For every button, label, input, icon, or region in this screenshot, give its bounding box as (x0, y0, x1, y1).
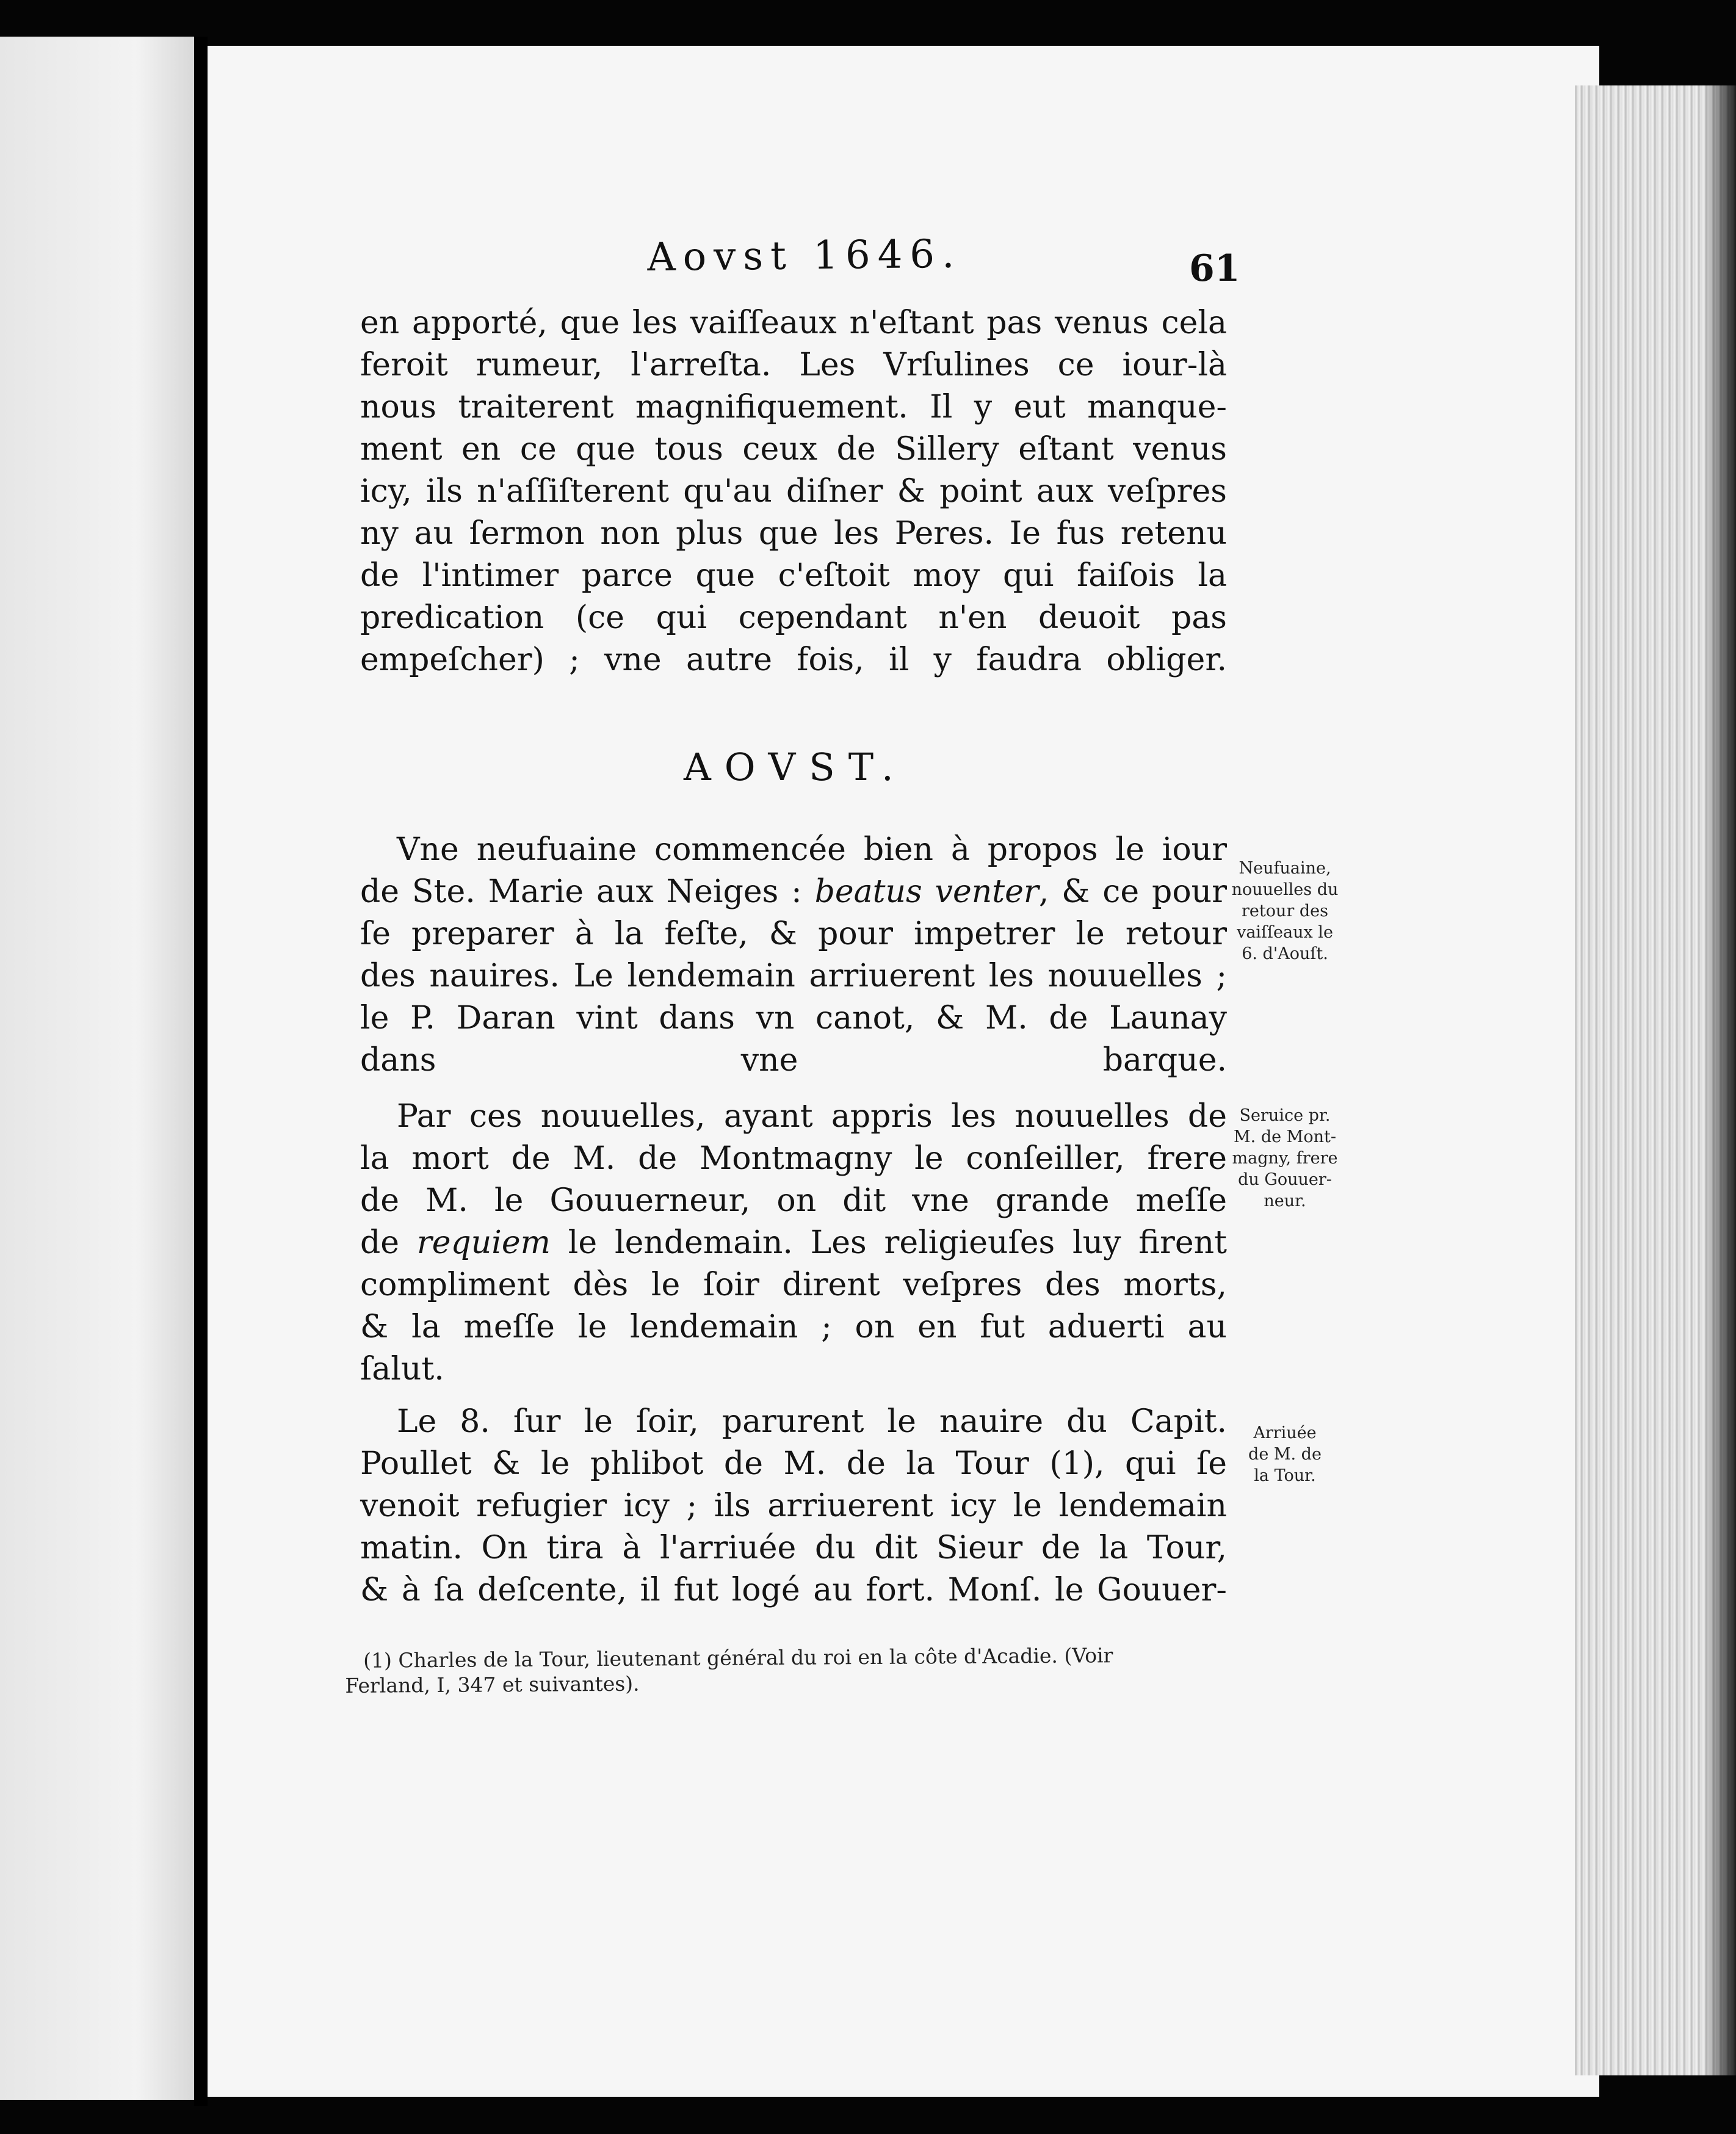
text-line: de l'intimer parce que c'eſtoit moy qui faiſois la (360, 557, 1227, 594)
text-line (360, 1222, 1227, 1264)
margin-note-line: neur. (1264, 1192, 1306, 1210)
text-line: venoit refugier icy ; ils arriuerent icy le lendemain (360, 1488, 1227, 1524)
margin-note-line: de M. de (1248, 1445, 1322, 1464)
text-line: Le 8. ſur le ſoir, parurent le nauire du Capit. (397, 1403, 1227, 1440)
margin-note-neufuaine (1212, 858, 1358, 964)
footnote-line: (1) Charles de la Tour, lieutenant général du roi en la côte d'Acadie. (Voir (363, 1643, 1113, 1673)
page-number: 61 (1189, 247, 1240, 290)
text-line: icy, ils n'aſſiſterent qu'au diſner & point aux veſpres (360, 473, 1227, 510)
margin-note-seruice (1212, 1105, 1358, 1212)
text-line (360, 871, 1227, 913)
section-title: AOVST. (684, 745, 907, 789)
margin-note-line: du Gouuer- (1238, 1170, 1332, 1189)
text-line: nous traiterent magnifiquement. Il y eut manque- (360, 389, 1227, 425)
text-line: Poullet & le phlibot de M. de la Tour (1), qui ſe (360, 1445, 1227, 1482)
text-segment: de (360, 1224, 400, 1261)
paragraph-3 (360, 1401, 1227, 1611)
text-line: compliment dès le ſoir dirent veſpres des morts, (360, 1267, 1227, 1303)
text-line: predication (ce qui cependant n'en deuoit pas (360, 599, 1227, 636)
margin-note-arriuee (1212, 1422, 1358, 1486)
text-segment: le lendemain. Les religieuſes luy firent (568, 1224, 1228, 1261)
text-line: Vne neufuaine commencée bien à propos le iour (397, 831, 1227, 868)
margin-note-line: M. de Mont- (1234, 1127, 1336, 1146)
text-segment: , & ce pour (1038, 873, 1227, 910)
text-line: ment en ce que tous ceux de Sillery eſtant venus (360, 431, 1227, 468)
book-gutter (194, 37, 208, 2106)
text-line: & à ſa deſcente, il fut logé au fort. Monſ. le Gouuer- (360, 1572, 1227, 1608)
margin-note-line: nouuelles du (1231, 880, 1339, 899)
text-line: dans vne barque. (360, 1042, 1227, 1079)
margin-note-line: la Tour. (1254, 1466, 1316, 1485)
paragraph-1 (360, 829, 1227, 1082)
text-segment: de Ste. Marie aux Neiges : (360, 873, 802, 910)
page-stack-shadow (1703, 85, 1736, 2075)
text-line: des nauires. Le lendemain arriuerent les nouuelles ; (360, 958, 1227, 994)
paragraph-top (360, 302, 1227, 681)
text-line: Par ces nouuelles, ayant appris les nouuelles de (397, 1098, 1227, 1135)
paragraph-2 (360, 1096, 1227, 1391)
text-line: matin. On tira à l'arriuée du dit Sieur de la Tour, (360, 1530, 1227, 1566)
text-line: en apporté, que les vaiſſeaux n'eſtant pas venus cela (360, 305, 1227, 341)
running-title: Aovst 1646. (647, 231, 962, 280)
margin-note-line: retour des (1242, 902, 1328, 921)
text-line: de M. le Gouuerneur, on dit vne grande meſſe (360, 1182, 1227, 1219)
margin-note-line: Seruice pr. (1239, 1106, 1331, 1125)
text-line: ſe preparer à la feſte, & pour impetrer le retour (360, 916, 1227, 952)
text-line: empeſcher) ; vne autre fois, il y faudra obliger. (360, 642, 1227, 678)
latin-phrase: beatus venter (814, 873, 1039, 910)
text-line: ny au ſermon non plus que les Peres. Ie fus retenu (360, 515, 1227, 552)
latin-word: requiem (416, 1224, 551, 1261)
footnote (345, 1642, 1200, 1698)
facing-page-edge (0, 37, 194, 2100)
margin-note-line: Neufuaine, (1239, 859, 1331, 878)
margin-note-line: magny, frere (1232, 1149, 1338, 1168)
text-line: feroit rumeur, l'arreſta. Les Vrſulines ce iour-là (360, 347, 1227, 383)
margin-note-line: 6. d'Aouſt. (1242, 944, 1328, 963)
text-line: la mort de M. de Montmagny le conſeiller, frere (360, 1140, 1227, 1177)
footnote-line: Ferland, I, 347 et suivantes). (345, 1671, 640, 1698)
text-line: & la meſſe le lendemain ; on en fut aduerti au (360, 1309, 1227, 1345)
margin-note-line: Arriuée (1253, 1423, 1317, 1442)
text-line: le P. Daran vint dans vn canot, & M. de Launay (360, 1000, 1227, 1036)
margin-note-line: vaiſſeaux le (1237, 923, 1333, 942)
text-line: ſalut. (360, 1351, 444, 1387)
